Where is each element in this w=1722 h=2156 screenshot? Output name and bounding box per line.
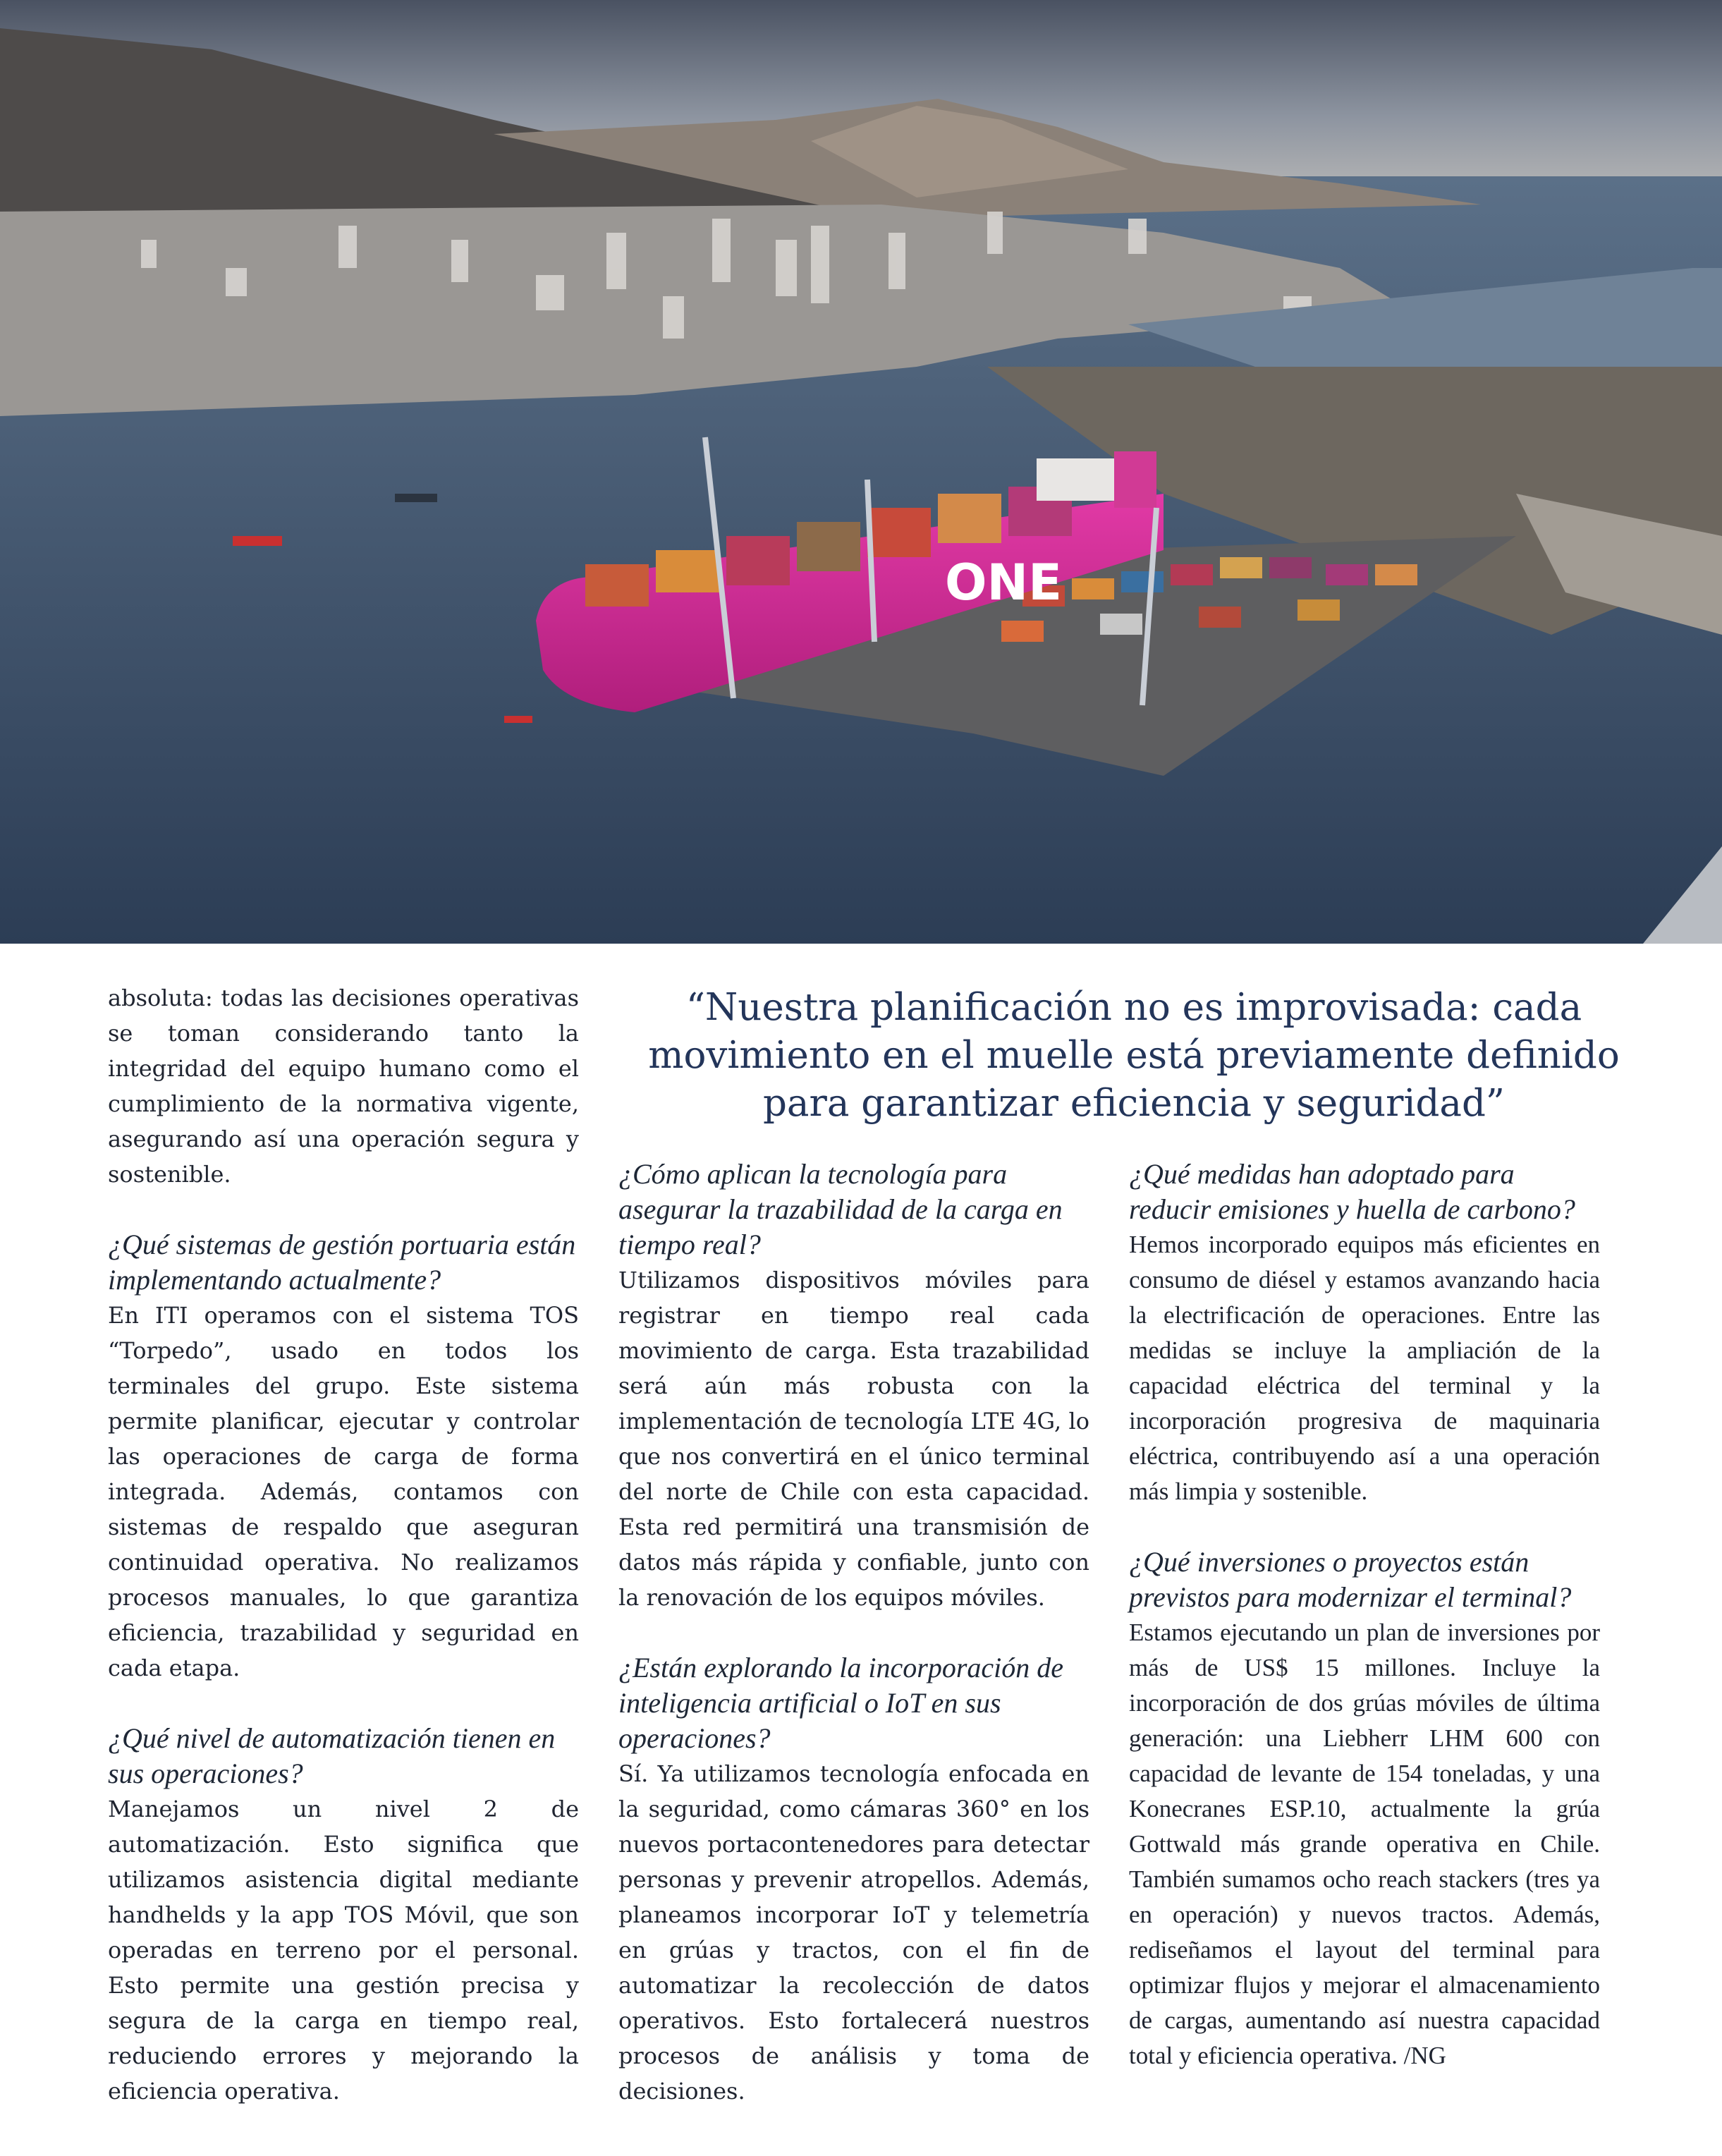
paragraph-intro: absoluta: todas las decisiones operativas se toman considerando tanto la integridad del equipo humano como el cumplimiento de la normativa vigente, asegurando así una operación segura y sostenible. [108, 985, 579, 1188]
question-heading: ¿Qué sistemas de gestión portuaria están implementando actualmente? [108, 1229, 576, 1296]
article-column-1 [108, 980, 579, 2109]
ship-brand-text: ONE [945, 554, 1062, 611]
question-heading: ¿Qué inversiones o proyectos están previstos para modernizar el terminal? [1129, 1546, 1572, 1613]
answer-paragraph: Estamos ejecutando un plan de inversiones por más de US$ 15 millones. Incluye la incorporación de dos grúas móviles de última generación: una Liebherr LHM 600 con capacidad de levante de 154 toneladas, y una Konecranes ESP.10, actualmente la grúa Gottwald más grande operativa en Chile. También sumamos ocho reach stackers (tres ya en operación) y nuevos tractos. Además, rediseñamos el layout del terminal para optimizar flujos y mejorar el almacenamiento de cargas, aumentando así nuestra capacidad total y eficiencia operativa. /NG [1129, 1619, 1600, 2069]
tugboat [233, 536, 282, 546]
answer-paragraph: Utilizamos dispositivos móviles para registrar en tiempo real cada movimiento de carga. Esta trazabilidad será aún más robusta con la implementación de tecnología LTE 4G, lo que nos convertirá en el único terminal del norte de Chile con esta capacidad. Esta red permitirá una transmisión de datos más rápida y confiable, junto con la renovación de los equipos móviles. [618, 1267, 1089, 1611]
question-heading: ¿Qué nivel de automatización tienen en sus operaciones? [108, 1722, 556, 1789]
article-column-2 [618, 1157, 1089, 2109]
question-heading: ¿Qué medidas han adoptado para reducir emisiones y huella de carbono? [1129, 1158, 1575, 1225]
question-heading: ¿Cómo aplican la tecnología para asegurar la trazabilidad de la carga en tiempo real? [618, 1158, 1063, 1260]
question-heading: ¿Están explorando la incorporación de inteligencia artificial o IoT en sus operaciones? [618, 1652, 1064, 1754]
port-illustration [0, 0, 1722, 944]
port-aerial-photo [0, 0, 1722, 944]
answer-paragraph: Manejamos un nivel 2 de automatización. Esto significa que utilizamos asistencia digital mediante handhelds y la app TOS Móvil, que son operadas en terreno por el personal. Esto permite una gestión precisa y segura de la carga en tiempo real, reduciendo errores y mejorando la eficiencia operativa. [108, 1796, 579, 2105]
pull-quote: “Nuestra planificación no es improvisada: cada movimiento en el muelle está previamente definido para garantizar eficiencia y seguridad” [648, 986, 1620, 1125]
answer-paragraph: Sí. Ya utilizamos tecnología enfocada en la seguridad, como cámaras 360° en los nuevos portacontenedores para detectar personas y prevenir atropellos. Además, planeamos incorporar IoT y telemetría en grúas y tractos, con el fin de automatizar la recolección de datos operativos. Esto fortalecerá nuestros procesos de análisis y toma de decisiones. [618, 1760, 1089, 2105]
tugboat [395, 494, 437, 502]
ship-funnel [1114, 451, 1156, 508]
article-column-3 [1129, 1157, 1600, 2073]
tugboat [504, 716, 532, 723]
answer-paragraph: Hemos incorporado equipos más eficientes en consumo de diésel y estamos avanzando hacia la electrificación de operaciones. Entre las medidas se incluye la ampliación de la capacidad eléctrica del terminal y la incorporación progresiva de maquinaria eléctrica, contribuyendo así a una operación más limpia y sostenible. [1129, 1231, 1600, 1505]
answer-paragraph: En ITI operamos con el sistema TOS “Torpedo”, usado en todos los terminales del grupo. Este sistema permite planificar, ejecutar y controlar las operaciones de carga de forma integrada. Además, contamos con sistemas de respaldo que aseguran continuidad operativa. No realizamos procesos manuales, lo que garantiza eficiencia, trazabilidad y seguridad en cada etapa. [108, 1302, 579, 1681]
